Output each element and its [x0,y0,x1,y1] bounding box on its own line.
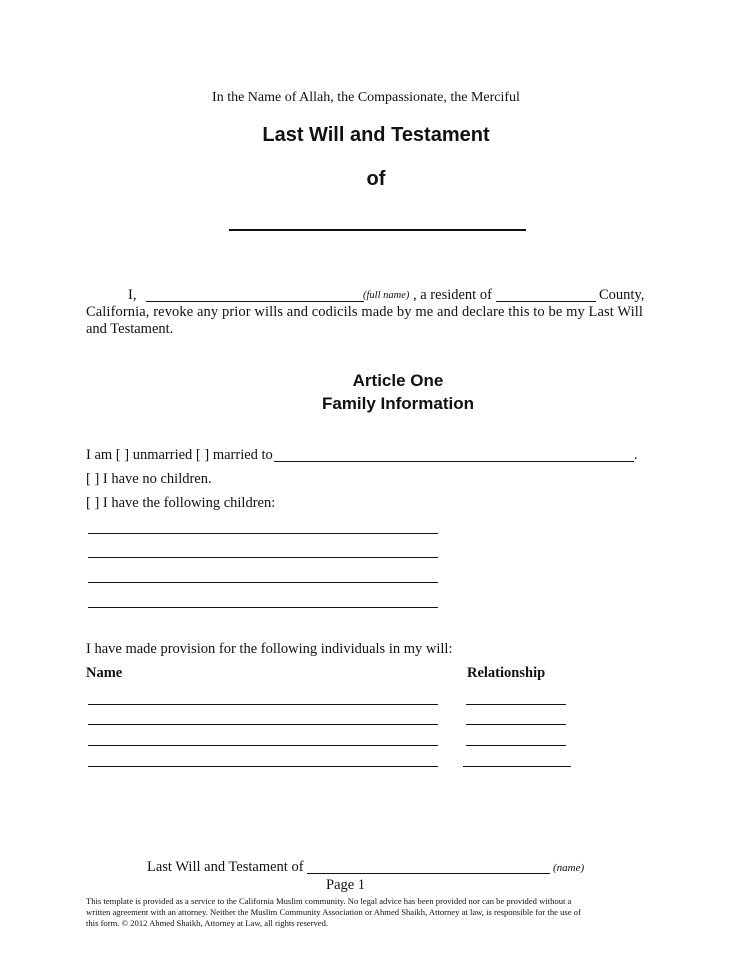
provision-name-line-2[interactable] [88,724,438,725]
child-line-2[interactable] [88,557,438,558]
county-field[interactable] [496,301,596,302]
declaration-line-2: California, revoke any prior wills and codicils made by me and declare this to be my Last Will [86,304,643,320]
provision-name-line-4[interactable] [88,766,438,767]
no-children-option[interactable]: [ ] I have no children. [86,471,212,487]
disclaimer-line-3: this form. © 2012 Ahmed Shaikh, Attorney at Law, all rights reserved. [86,918,329,928]
document-title: Last Will and Testament [262,124,490,146]
child-line-1[interactable] [88,533,438,534]
declaration-prefix: I, [128,287,137,303]
provision-relationship-line-2[interactable] [466,724,566,725]
page-number: Page 1 [326,877,366,893]
spouse-name-field[interactable] [274,461,634,462]
article-subtitle: Family Information [321,394,475,413]
child-line-3[interactable] [88,582,438,583]
provision-text: I have made provision for the following individuals in my will: [86,641,453,657]
child-line-4[interactable] [88,607,438,608]
declaration-line-3: and Testament. [86,321,174,337]
marital-period: . [634,447,638,463]
full-name-hint: (full name) [363,290,410,301]
provision-name-line-3[interactable] [88,745,438,746]
title-of: of [366,168,386,190]
full-name-field[interactable] [146,301,364,302]
resident-text: , a resident of [413,287,492,303]
article-title: Article One [352,371,444,390]
invocation: In the Name of Allah, the Compassionate, the Merciful [212,90,520,105]
name-column-header: Name [86,665,123,681]
footer-will-of: Last Will and Testament of [147,859,304,875]
footer-name-hint: (name) [553,862,585,874]
provision-relationship-line-3[interactable] [466,745,566,746]
county-label: County, [599,287,645,303]
following-children-option[interactable]: [ ] I have the following children: [86,495,276,511]
testator-name-line[interactable] [229,229,526,231]
marital-status-text: I am [ ] unmarried [ ] married to [86,447,273,463]
disclaimer-line-2: written agreement with an attorney. Neither the Muslim Community Association or Ahmed Shaikh, Attorney at law, is responsible for the use of [86,907,581,917]
relationship-column-header: Relationship [467,665,546,681]
provision-relationship-line-4[interactable] [463,766,571,767]
provision-relationship-line-1[interactable] [466,704,566,705]
footer-name-field[interactable] [307,873,550,874]
provision-name-line-1[interactable] [88,704,438,705]
disclaimer-line-1: This template is provided as a service to the California Muslim community. No legal advice has been provided nor can be provided without a [86,896,572,906]
